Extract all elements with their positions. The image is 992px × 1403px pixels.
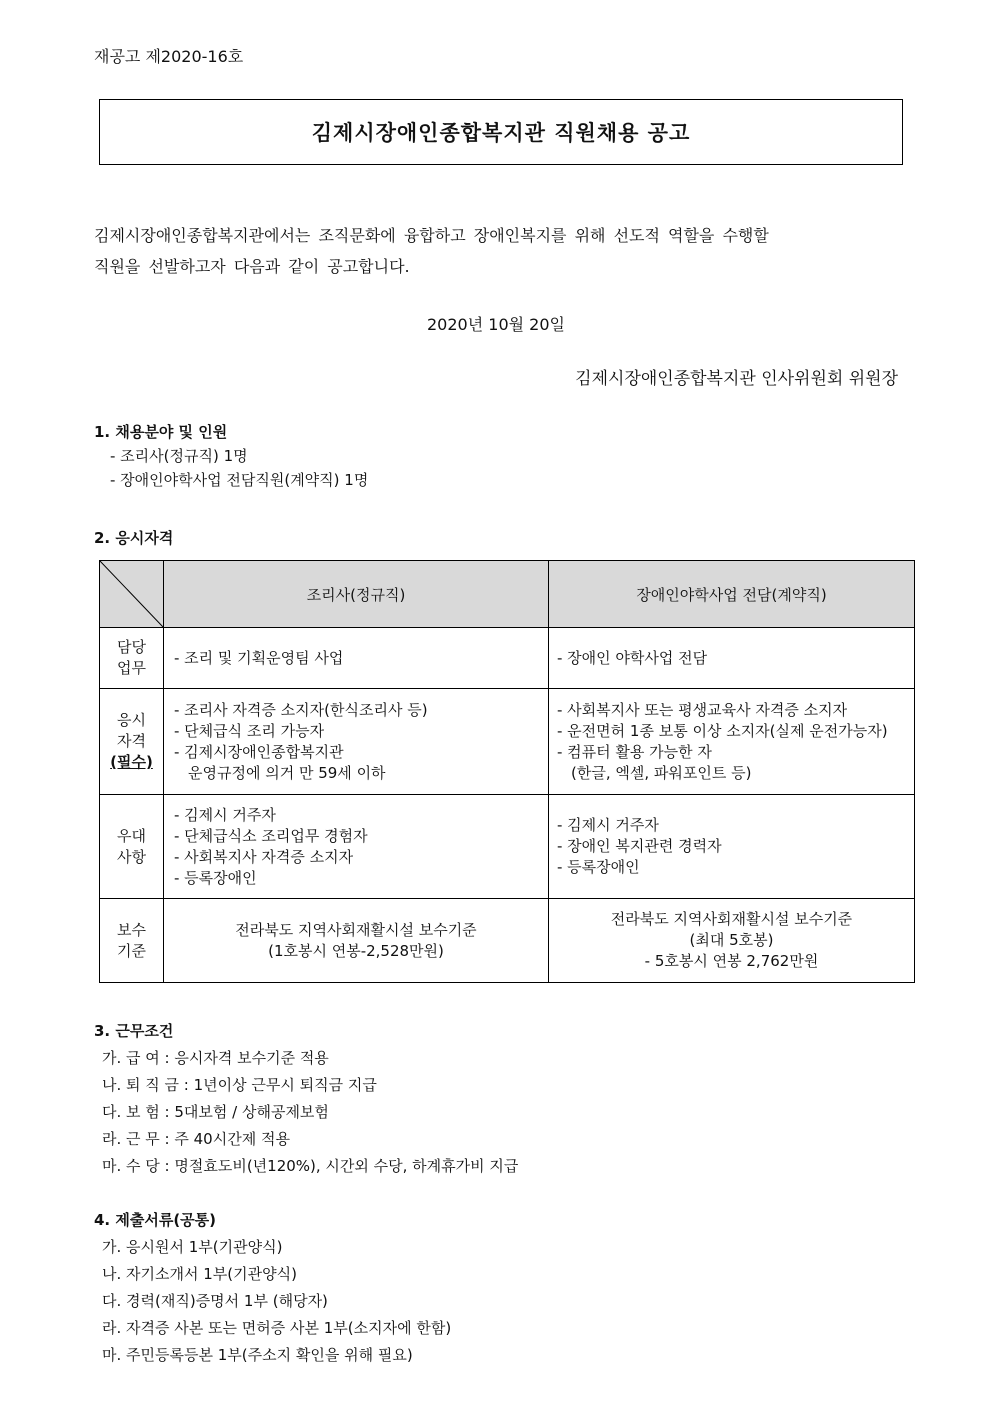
notice-number: 재공고 제2020-16호 — [94, 47, 244, 66]
cell-line: - 김제시장애인종합복지관 — [174, 742, 344, 761]
section-heading: 1. 채용분야 및 인원 — [94, 423, 228, 441]
table-cell — [164, 628, 549, 689]
table-cell — [549, 689, 915, 795]
section-heading: 2. 응시자격 — [94, 529, 174, 547]
list-item: - 장애인야학사업 전담직원(계약직) 1명 — [110, 471, 369, 489]
column-header: 장애인야학사업 전담(계약직) — [549, 561, 915, 628]
list-item: 라. 자격증 사본 또는 면허증 사본 1부(소지자에 한함) — [102, 1319, 452, 1337]
row-label — [100, 628, 164, 689]
cell-line: - 조리사 자격증 소지자(한식조리사 등) — [174, 700, 428, 719]
section-recruitment — [94, 421, 368, 492]
row-label — [100, 899, 164, 983]
title-box — [99, 99, 903, 165]
row-label-text: 자격 — [117, 732, 146, 750]
announcement-date: 2020년 10월 20일 — [427, 315, 565, 334]
cell-line: - 장애인 복지관련 경력자 — [557, 837, 722, 855]
cell-line: - 등록장애인 — [174, 868, 257, 887]
list-item: 다. 보 험 : 5대보험 / 상해공제보험 — [102, 1103, 329, 1121]
table-row — [100, 795, 915, 899]
cell-line: - 사회복지사 자격증 소지자 — [174, 847, 354, 866]
table-cell — [549, 899, 915, 983]
cell-line: 전라북도 지역사회재활시설 보수기준 — [235, 920, 477, 939]
diagonal-line — [100, 561, 163, 627]
cell-line: - 조리 및 기획운영팀 사업 — [174, 648, 344, 667]
row-label — [100, 795, 164, 899]
cell-line: - 5호봉시 연봉 2,762만원 — [644, 952, 819, 970]
row-label-text: 우대 — [117, 826, 146, 845]
row-label-text: 기준 — [117, 941, 146, 960]
list-item: 마. 주민등록등본 1부(주소지 확인을 위해 필요) — [102, 1346, 413, 1364]
cell-line: (1호봉시 연봉-2,528만원) — [268, 941, 444, 960]
cell-line: 운영규정에 의거 만 59세 이하 — [188, 763, 386, 782]
table-header-row — [100, 561, 915, 628]
intro-line: 직원을 선발하고자 다음과 같이 공고합니다. — [94, 257, 410, 276]
row-label-text: 보수 — [117, 920, 146, 939]
cell-line: 전라북도 지역사회재활시설 보수기준 — [610, 910, 853, 928]
cell-line: - 단체급식 조리 가능자 — [174, 721, 325, 740]
list-item: 가. 응시원서 1부(기관양식) — [102, 1238, 283, 1256]
table-row — [100, 628, 915, 689]
section-work-conditions — [94, 1020, 518, 1180]
list-item: 가. 급 여 : 응시자격 보수기준 적용 — [102, 1049, 329, 1067]
table-cell — [549, 628, 915, 689]
cell-line: - 등록장애인 — [557, 858, 640, 876]
cell-line: - 사회복지사 또는 평생교육사 자격증 소지자 — [557, 700, 848, 719]
list-item: 마. 수 당 : 명절효도비(년120%), 시간외 수당, 하계휴가비 지급 — [102, 1157, 519, 1175]
table-cell — [164, 689, 549, 795]
table-row — [100, 689, 915, 795]
column-header: 조리사(정규직) — [164, 561, 549, 628]
list-item: 라. 근 무 : 주 40시간제 적용 — [102, 1130, 290, 1148]
section-heading: 3. 근무조건 — [94, 1022, 174, 1040]
row-label — [100, 689, 164, 795]
intro-paragraph — [94, 220, 898, 282]
table-cell — [549, 795, 915, 899]
list-item: - 조리사(정규직) 1명 — [110, 447, 248, 465]
signer: 김제시장애인종합복지관 인사위원회 위원장 — [575, 369, 898, 389]
section-heading: 4. 제출서류(공통) — [94, 1211, 217, 1229]
row-label-text: 사항 — [117, 847, 146, 866]
cell-line: - 운전면허 1종 보통 이상 소지자(실제 운전가능자) — [557, 721, 888, 740]
cell-line: (최대 5호봉) — [689, 931, 774, 949]
cell-line: (한글, 엑셀, 파워포인트 등) — [571, 763, 752, 782]
cell-line: - 김제시 거주자 — [557, 816, 659, 834]
cell-line: - 장애인 야학사업 전담 — [557, 648, 708, 667]
intro-line: 김제시장애인종합복지관에서는 조직문화에 융합하고 장애인복지를 위해 선도적 역할을 수행할 — [94, 226, 769, 245]
diagonal-header-cell — [100, 561, 164, 628]
table-row — [100, 899, 915, 983]
cell-line: - 단체급식소 조리업무 경험자 — [174, 826, 368, 845]
table-cell — [164, 899, 549, 983]
list-item: 나. 퇴 직 금 : 1년이상 근무시 퇴직금 지급 — [102, 1076, 377, 1094]
list-item: 나. 자기소개서 1부(기관양식) — [102, 1265, 297, 1283]
row-label-text: 담당 — [117, 638, 146, 656]
table-cell — [164, 795, 549, 899]
row-label-text: 응시 — [117, 711, 146, 729]
cell-line: - 김제시 거주자 — [174, 805, 276, 824]
qualification-table — [99, 560, 915, 983]
required-label: (필수) — [110, 753, 153, 771]
row-label-text: 업무 — [117, 659, 146, 677]
section-documents — [94, 1209, 451, 1369]
page-title: 김제시장애인종합복지관 직원채용 공고 — [311, 121, 691, 145]
list-item: 다. 경력(재직)증명서 1부 (해당자) — [102, 1292, 328, 1310]
cell-line: - 컴퓨터 활용 가능한 자 — [557, 742, 712, 761]
